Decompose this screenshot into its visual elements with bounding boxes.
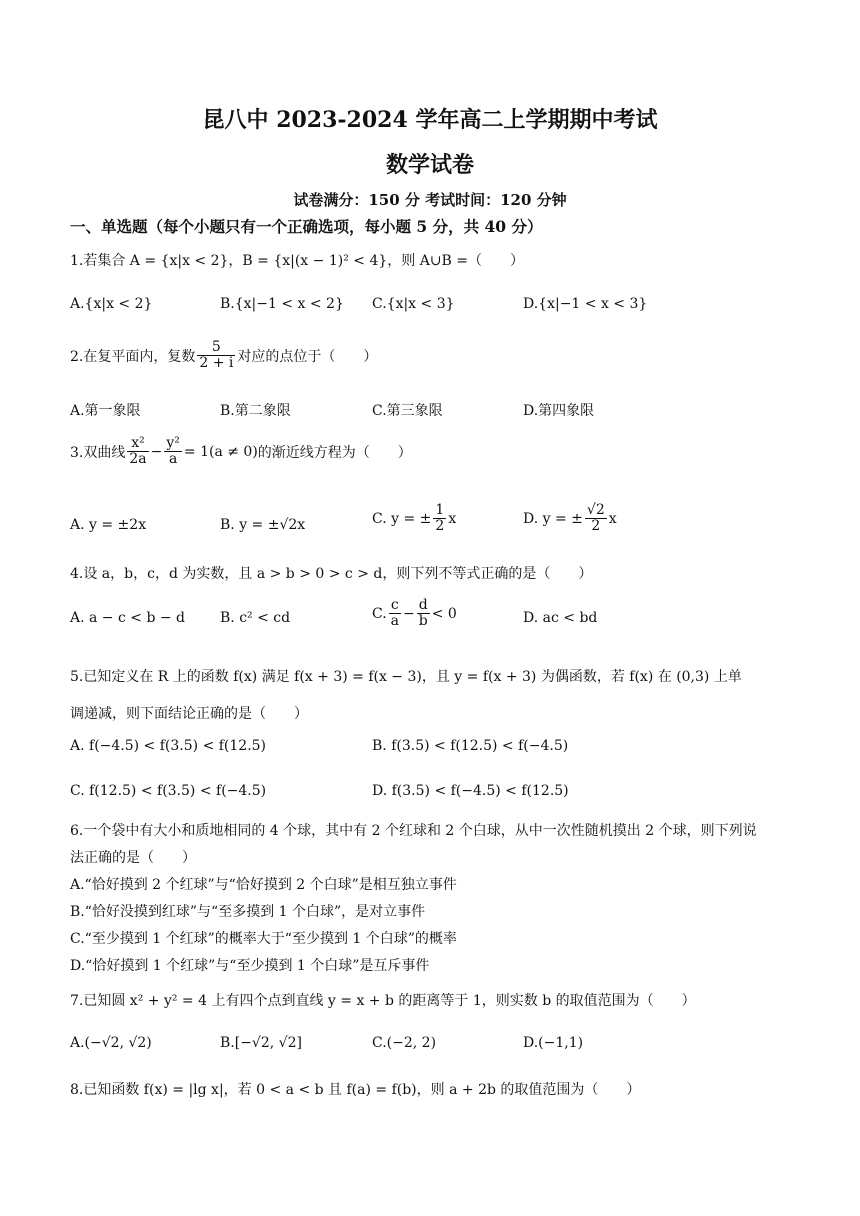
- q3-option-b: B. y = ±√2x: [220, 517, 306, 533]
- q4-c-fraction-1: [389, 598, 401, 630]
- q3-numerator-1: x²: [127, 436, 148, 452]
- q2-fraction: [197, 340, 235, 372]
- question-2-text: [70, 340, 377, 372]
- q2-option-c: C.第三象限: [372, 403, 443, 419]
- q7-option-d: D.(−1,1): [523, 1035, 584, 1051]
- q3-d-denominator: 2: [591, 518, 601, 535]
- q3-d-prefix: D. y = ±: [523, 510, 583, 527]
- q3-d-fraction: [585, 503, 607, 535]
- question-3-text: [70, 436, 412, 468]
- q4-c-minus: −: [403, 605, 415, 622]
- question-5-line-1: 5.已知定义在 R 上的函数 f(x) 满足 f(x + 3) = f(x − 3)，且 y = f(x + 3) 为偶函数，若 f(x) 在 (0,3) 上单: [70, 669, 742, 685]
- question-1-text: 1.若集合 A = {x|x < 2}，B = {x|(x − 1)² < 4}，则 A∪B =（ ）: [70, 253, 525, 269]
- q7-option-b: B.[−√2, √2]: [220, 1035, 302, 1051]
- q6-option-b: B.“恰好没摸到红球”与“至多摸到 1 个白球”，是对立事件: [70, 904, 426, 920]
- q3-denominator-2: a: [168, 451, 178, 468]
- q3-c-fraction: [433, 503, 446, 535]
- q3-fraction-2: [164, 436, 182, 468]
- q3-fraction-1: [127, 436, 148, 468]
- q2-option-b: B.第二象限: [220, 403, 291, 419]
- q2-denominator: 2 + i: [199, 355, 234, 372]
- q4-c-numerator-2: d: [418, 597, 428, 613]
- q3-option-d: [523, 503, 617, 535]
- q3-denominator-1: 2a: [129, 451, 147, 468]
- q5-option-b: B. f(3.5) < f(12.5) < f(−4.5): [372, 738, 569, 754]
- exam-subtitle: 数学试卷: [385, 152, 474, 178]
- q3-option-a: A. y = ±2x: [70, 517, 147, 533]
- q1-option-c: C.{x|x < 3}: [372, 296, 455, 312]
- q1-option-d: D.{x|−1 < x < 3}: [523, 296, 648, 312]
- q3-option-c: [372, 503, 456, 535]
- exam-info: 试卷满分：150 分 考试时间：120 分钟: [293, 191, 567, 209]
- question-8-text: 8.已知函数 f(x) = |lg x|，若 0 < a < b 且 f(a) = f(b)，则 a + 2b 的取值范围为（ ）: [70, 1082, 641, 1098]
- q6-option-d: D.“恰好摸到 1 个红球”与“至少摸到 1 个白球”是互斥事件: [70, 958, 430, 974]
- q4-option-c: [372, 598, 457, 630]
- q6-option-a: A.“恰好摸到 2 个红球”与“恰好摸到 2 个白球”是相互独立事件: [70, 877, 457, 893]
- section-heading: 一、单选题（每个小题只有一个正确选项，每小题 5 分，共 40 分）: [70, 217, 543, 236]
- q4-option-b: B. c² < cd: [220, 610, 291, 626]
- q7-option-a: A.(−√2, √2): [70, 1035, 152, 1051]
- exam-title: 昆八中 2023-2024 学年高二上学期期中考试: [202, 107, 658, 133]
- q6-option-c: C.“至少摸到 1 个红球”的概率大于“至少摸到 1 个白球”的概率: [70, 931, 457, 947]
- q2-prefix: 2.在复平面内，复数: [70, 348, 196, 365]
- q2-option-a: A.第一象限: [70, 403, 141, 419]
- question-7-text: 7.已知圆 x² + y² = 4 上有四个点到直线 y = x + b 的距离等于 1，则实数 b 的取值范围为（ ）: [70, 993, 696, 1009]
- q3-d-suffix: x: [608, 510, 617, 527]
- q2-suffix: 对应的点位于（ ）: [237, 348, 378, 365]
- q1-option-a: A.{x|x < 2}: [70, 296, 153, 312]
- q3-c-suffix: x: [448, 510, 457, 527]
- q3-c-numerator: 1: [435, 502, 445, 518]
- q3-c-prefix: C. y = ±: [372, 510, 432, 527]
- q3-suffix: 的渐近线方程为（ ）: [257, 444, 412, 461]
- q4-option-a: A. a − c < b − d: [70, 610, 186, 626]
- q3-minus: −: [150, 443, 163, 460]
- q7-option-c: C.(−2, 2): [372, 1035, 437, 1051]
- q4-c-denominator-2: b: [418, 613, 428, 630]
- q4-option-d: D. ac < bd: [523, 610, 598, 626]
- question-6-line-1: 6.一个袋中有大小和质地相同的 4 个球，其中有 2 个红球和 2 个白球，从中一次性随机摸出 2 个球，则下列说: [70, 823, 757, 839]
- q1-option-b: B.{x|−1 < x < 2}: [220, 296, 344, 312]
- q4-c-fraction-2: [417, 598, 430, 630]
- q4-c-suffix: < 0: [431, 605, 457, 622]
- q3-c-denominator: 2: [435, 518, 445, 535]
- q4-c-numerator-1: c: [389, 598, 401, 614]
- q4-c-prefix: C.: [372, 605, 387, 622]
- q2-numerator: 5: [197, 340, 235, 356]
- q5-option-a: A. f(−4.5) < f(3.5) < f(12.5): [70, 738, 267, 754]
- question-5-line-2: 调递减，则下面结论正确的是（ ）: [70, 706, 308, 722]
- q3-numerator-2: y²: [166, 435, 180, 451]
- q5-option-d: D. f(3.5) < f(−4.5) < f(12.5): [372, 783, 569, 799]
- q2-option-d: D.第四象限: [523, 403, 595, 419]
- question-4-text: 4.设 a，b，c，d 为实数，且 a > b > 0 > c > d，则下列不等式正确的是（ ）: [70, 566, 593, 582]
- q3-equation: = 1(a ≠ 0): [183, 443, 258, 460]
- question-6-line-2: 法正确的是（ ）: [70, 850, 196, 866]
- q4-c-denominator-1: a: [390, 613, 400, 630]
- q5-option-c: C. f(12.5) < f(3.5) < f(−4.5): [70, 783, 267, 799]
- q3-d-numerator: √2: [586, 502, 605, 518]
- q3-prefix: 3.双曲线: [70, 444, 126, 461]
